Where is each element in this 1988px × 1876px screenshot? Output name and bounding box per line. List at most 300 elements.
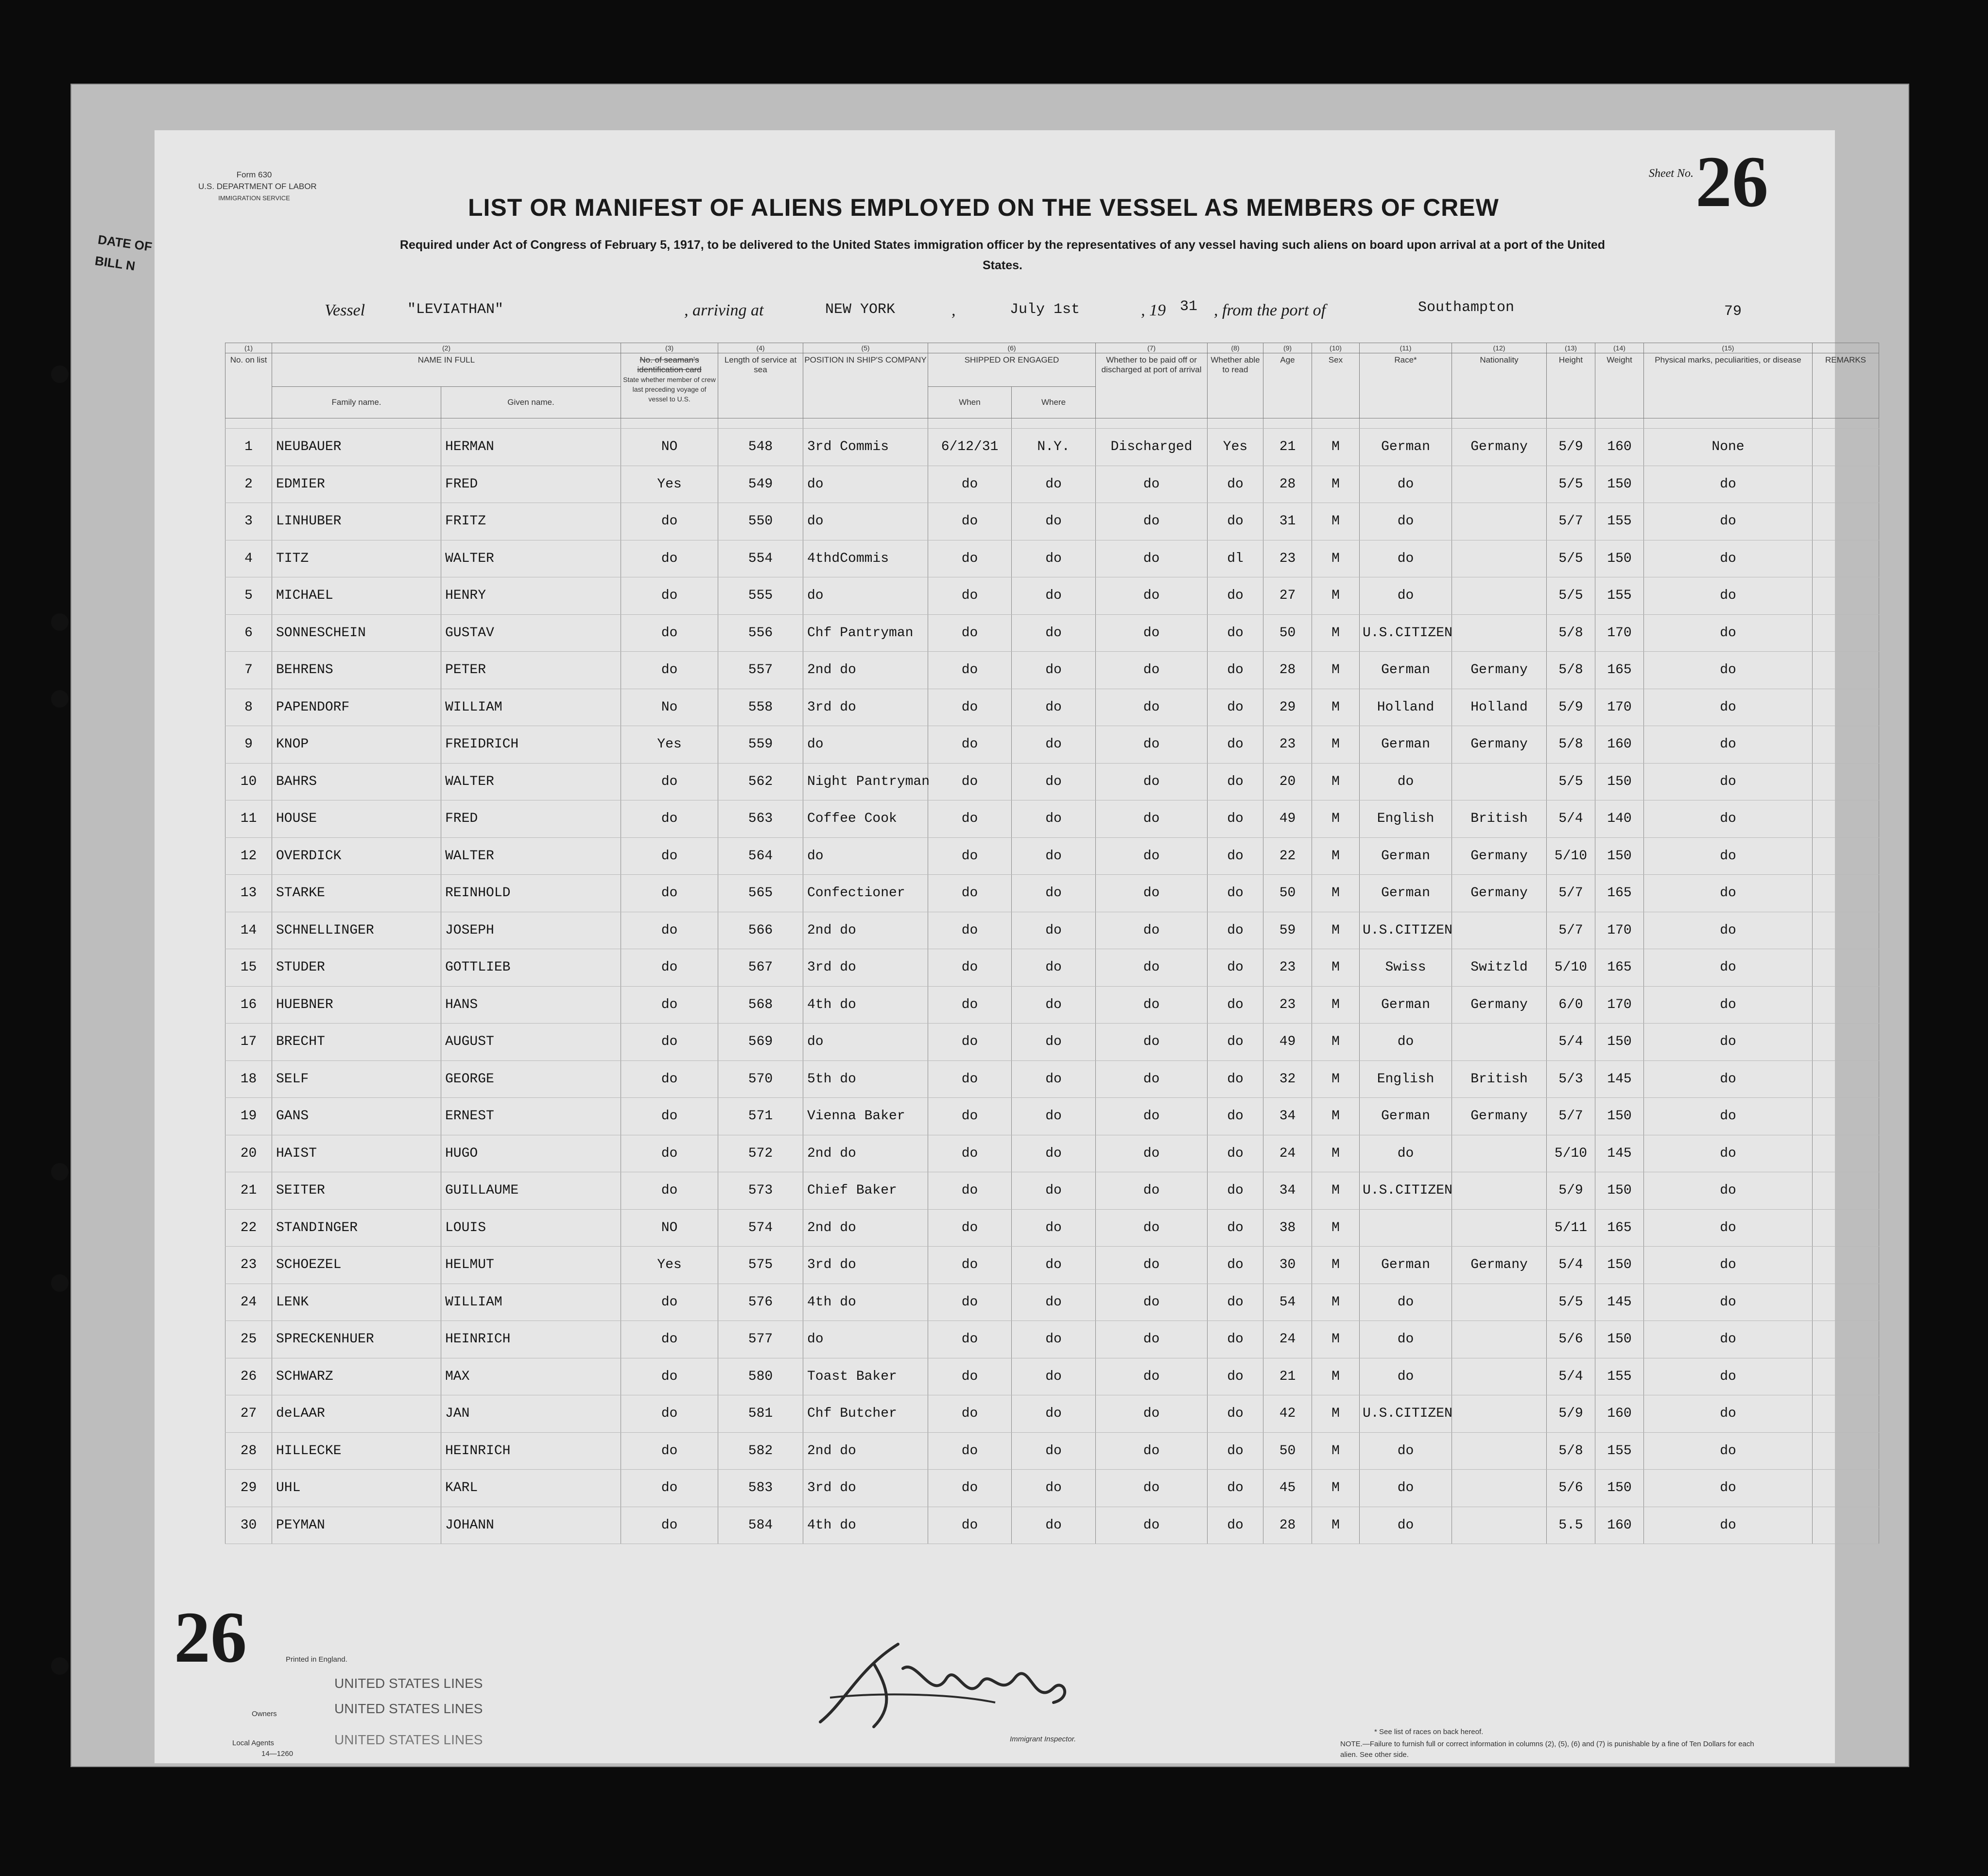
table-row — [225, 1098, 1879, 1135]
arrival-year: 31 — [1180, 298, 1198, 315]
cell-sex: M — [1312, 949, 1360, 987]
cell-read: do — [1208, 1284, 1263, 1321]
cell-remarks — [1813, 1098, 1879, 1135]
cell-no: 10 — [225, 763, 272, 800]
cell-remarks — [1813, 577, 1879, 615]
cell-height: 6/0 — [1547, 986, 1595, 1024]
cell-paid: do — [1096, 875, 1208, 912]
cell-read: do — [1208, 652, 1263, 689]
cell-length: 582 — [718, 1432, 803, 1470]
cell-remarks — [1813, 503, 1879, 540]
cell-weight: 150 — [1595, 1247, 1644, 1284]
cell-given: FRED — [441, 800, 621, 838]
cell-sex: M — [1312, 1470, 1360, 1507]
races-note: * See list of races on back hereof. — [1374, 1728, 1484, 1736]
col-num-7: (7) — [1096, 343, 1208, 353]
cell-family: STARKE — [272, 875, 441, 912]
cell-race: do — [1360, 1507, 1452, 1544]
cell-prev: Yes — [621, 726, 718, 764]
cell-given: ERNEST — [441, 1098, 621, 1135]
cell-read: do — [1208, 986, 1263, 1024]
cell-height: 5/9 — [1547, 1395, 1595, 1433]
cell-prev: do — [621, 1358, 718, 1395]
table-row — [225, 949, 1879, 987]
cell-age: 45 — [1263, 1470, 1312, 1507]
cell-position: Chf Butcher — [803, 1395, 928, 1433]
cell-no: 17 — [225, 1024, 272, 1061]
cell-family: HOUSE — [272, 800, 441, 838]
cell-given: KARL — [441, 1470, 621, 1507]
cell-where: do — [1012, 1209, 1096, 1247]
cell-where: do — [1012, 652, 1096, 689]
owners-label: Owners — [252, 1710, 277, 1718]
arriving-label: , arriving at — [684, 301, 764, 319]
cell-height: 5/10 — [1547, 949, 1595, 987]
cell-nationality — [1452, 1321, 1547, 1358]
cell-where: do — [1012, 912, 1096, 949]
cell-age: 49 — [1263, 1024, 1312, 1061]
cell-prev: do — [621, 912, 718, 949]
cell-sex: M — [1312, 1135, 1360, 1172]
cell-given: GOTTLIEB — [441, 949, 621, 987]
cell-given: GUILLAUME — [441, 1172, 621, 1210]
cell-length: 575 — [718, 1247, 803, 1284]
cell-remarks — [1813, 1432, 1879, 1470]
cell-read: do — [1208, 1432, 1263, 1470]
cell-where: do — [1012, 800, 1096, 838]
cell-sex: M — [1312, 1247, 1360, 1284]
cell-weight: 165 — [1595, 652, 1644, 689]
cell-nationality — [1452, 1432, 1547, 1470]
cell-nationality: Switzld — [1452, 949, 1547, 987]
cell-remarks — [1813, 614, 1879, 652]
col-num-15: (15) — [1644, 343, 1813, 353]
cell-where: do — [1012, 763, 1096, 800]
cell-length: 548 — [718, 429, 803, 466]
cell-marks: do — [1644, 689, 1813, 726]
cell-marks: do — [1644, 1135, 1813, 1172]
cell-no: 20 — [225, 1135, 272, 1172]
cell-family: BEHRENS — [272, 652, 441, 689]
cell-marks: do — [1644, 614, 1813, 652]
cell-family: HAIST — [272, 1135, 441, 1172]
cell-given: WILLIAM — [441, 1284, 621, 1321]
cell-position: 3rd do — [803, 1247, 928, 1284]
cell-weight: 160 — [1595, 429, 1644, 466]
cell-read: do — [1208, 912, 1263, 949]
cell-sex: M — [1312, 726, 1360, 764]
cell-when: do — [928, 540, 1012, 577]
cell-remarks — [1813, 875, 1879, 912]
cell-read: do — [1208, 949, 1263, 987]
cell-nationality — [1452, 577, 1547, 615]
cell-nationality — [1452, 912, 1547, 949]
cell-prev: do — [621, 614, 718, 652]
cell-where: do — [1012, 1507, 1096, 1544]
cell-nationality — [1452, 466, 1547, 503]
col-num-6: (6) — [928, 343, 1096, 353]
cell-nationality: British — [1452, 1060, 1547, 1098]
cell-no: 18 — [225, 1060, 272, 1098]
cell-age: 28 — [1263, 1507, 1312, 1544]
cell-position: Chief Baker — [803, 1172, 928, 1210]
cell-sex: M — [1312, 429, 1360, 466]
cell-when: do — [928, 1024, 1012, 1061]
cell-marks: do — [1644, 1395, 1813, 1433]
cell-given: FRED — [441, 466, 621, 503]
cell-family: BAHRS — [272, 763, 441, 800]
header-height: Height — [1547, 353, 1595, 418]
cell-when: do — [928, 1098, 1012, 1135]
cell-remarks — [1813, 466, 1879, 503]
cell-remarks — [1813, 1247, 1879, 1284]
cell-remarks — [1813, 429, 1879, 466]
cell-length: 581 — [718, 1395, 803, 1433]
binder-hole — [51, 690, 69, 708]
cell-nationality: Germany — [1452, 837, 1547, 875]
cell-weight: 160 — [1595, 726, 1644, 764]
cell-no: 7 — [225, 652, 272, 689]
cell-prev: do — [621, 1135, 718, 1172]
cell-prev: do — [621, 1172, 718, 1210]
cell-height: 5/7 — [1547, 912, 1595, 949]
cell-paid: do — [1096, 1172, 1208, 1210]
year-prefix: , 19 — [1141, 301, 1166, 319]
cell-family: TITZ — [272, 540, 441, 577]
cell-given: LOUIS — [441, 1209, 621, 1247]
header-race: Race* — [1360, 353, 1452, 418]
cell-age: 23 — [1263, 986, 1312, 1024]
cell-race: do — [1360, 1470, 1452, 1507]
cell-family: STANDINGER — [272, 1209, 441, 1247]
cell-race: Swiss — [1360, 949, 1452, 987]
cell-read: do — [1208, 1507, 1263, 1544]
cell-paid: do — [1096, 614, 1208, 652]
cell-weight: 155 — [1595, 503, 1644, 540]
cell-height: 5.5 — [1547, 1507, 1595, 1544]
cell-paid: do — [1096, 1284, 1208, 1321]
cell-remarks — [1813, 1470, 1879, 1507]
table-row — [225, 503, 1879, 540]
header-when: When — [928, 387, 1012, 418]
cell-family: STUDER — [272, 949, 441, 987]
cell-where: do — [1012, 689, 1096, 726]
cell-no: 13 — [225, 875, 272, 912]
table-row — [225, 466, 1879, 503]
cell-sex: M — [1312, 1284, 1360, 1321]
cell-given: JAN — [441, 1395, 621, 1433]
cell-read: do — [1208, 1321, 1263, 1358]
cell-age: 50 — [1263, 875, 1312, 912]
cell-prev: do — [621, 1098, 718, 1135]
cell-remarks — [1813, 1507, 1879, 1544]
cell-race: German — [1360, 1098, 1452, 1135]
col-num-5: (5) — [803, 343, 928, 353]
cell-no: 23 — [225, 1247, 272, 1284]
cell-marks: do — [1644, 949, 1813, 987]
cell-paid: do — [1096, 726, 1208, 764]
cell-nationality — [1452, 1172, 1547, 1210]
cell-nationality: Germany — [1452, 1098, 1547, 1135]
cell-race: do — [1360, 763, 1452, 800]
col-num-12: (12) — [1452, 343, 1547, 353]
cell-no: 5 — [225, 577, 272, 615]
cell-remarks — [1813, 1284, 1879, 1321]
cell-height: 5/8 — [1547, 614, 1595, 652]
table-row — [225, 800, 1879, 838]
cell-weight: 155 — [1595, 1358, 1644, 1395]
table-row — [225, 726, 1879, 764]
cell-position: do — [803, 466, 928, 503]
cell-when: do — [928, 875, 1012, 912]
cell-age: 50 — [1263, 614, 1312, 652]
cell-no: 11 — [225, 800, 272, 838]
cell-race: do — [1360, 1358, 1452, 1395]
cell-prev: do — [621, 837, 718, 875]
cell-family: SCHWARZ — [272, 1358, 441, 1395]
cell-read: do — [1208, 1024, 1263, 1061]
cell-where: do — [1012, 1060, 1096, 1098]
cell-race: do — [1360, 577, 1452, 615]
date-stamp: DATE OF BILL N — [94, 232, 153, 274]
cell-read: do — [1208, 1209, 1263, 1247]
cell-no: 27 — [225, 1395, 272, 1433]
cell-weight: 170 — [1595, 912, 1644, 949]
cell-when: 6/12/31 — [928, 429, 1012, 466]
cell-marks: None — [1644, 429, 1813, 466]
cell-given: REINHOLD — [441, 875, 621, 912]
cell-age: 38 — [1263, 1209, 1312, 1247]
cell-position: 2nd do — [803, 1135, 928, 1172]
cell-weight: 165 — [1595, 875, 1644, 912]
cell-sex: M — [1312, 837, 1360, 875]
header-length-service: Length of service at sea — [718, 353, 803, 418]
cell-no: 28 — [225, 1432, 272, 1470]
table-row — [225, 1432, 1879, 1470]
cell-when: do — [928, 726, 1012, 764]
cell-position: do — [803, 726, 928, 764]
cell-height: 5/5 — [1547, 763, 1595, 800]
cell-paid: do — [1096, 763, 1208, 800]
header-able-read: Whether able to read — [1208, 353, 1263, 418]
cell-length: 571 — [718, 1098, 803, 1135]
cell-prev: Yes — [621, 1247, 718, 1284]
cell-remarks — [1813, 1024, 1879, 1061]
cell-height: 5/6 — [1547, 1321, 1595, 1358]
table-row — [225, 1395, 1879, 1433]
cell-age: 22 — [1263, 837, 1312, 875]
cell-nationality — [1452, 1507, 1547, 1544]
col-num-11: (11) — [1360, 343, 1452, 353]
cell-remarks — [1813, 1060, 1879, 1098]
cell-length: 568 — [718, 986, 803, 1024]
cell-sex: M — [1312, 614, 1360, 652]
cell-where: do — [1012, 1135, 1096, 1172]
cell-nationality — [1452, 1358, 1547, 1395]
cell-weight: 150 — [1595, 1024, 1644, 1061]
cell-sex: M — [1312, 800, 1360, 838]
header-position: POSITION IN SHIP'S COMPANY — [803, 353, 928, 418]
cell-position: do — [803, 503, 928, 540]
col-num-10: (10) — [1312, 343, 1360, 353]
cell-length: 570 — [718, 1060, 803, 1098]
cell-paid: do — [1096, 1470, 1208, 1507]
col-num-2: (2) — [272, 343, 621, 353]
cell-age: 20 — [1263, 763, 1312, 800]
cell-age: 34 — [1263, 1172, 1312, 1210]
table-row — [225, 1321, 1879, 1358]
cell-length: 567 — [718, 949, 803, 987]
cell-position: 4th do — [803, 1284, 928, 1321]
cell-nationality — [1452, 1470, 1547, 1507]
cell-sex: M — [1312, 1209, 1360, 1247]
cell-length: 555 — [718, 577, 803, 615]
cell-nationality — [1452, 1024, 1547, 1061]
table-row — [225, 1060, 1879, 1098]
cell-length: 558 — [718, 689, 803, 726]
cell-remarks — [1813, 763, 1879, 800]
cell-weight: 150 — [1595, 1321, 1644, 1358]
penalty-note: NOTE.—Failure to furnish full or correct information in columns (2), (5), (6) and (7) is punishable by a fine of Ten Dollars for each alien. See other side. — [1340, 1740, 1754, 1759]
header-name-in-full: NAME IN FULL — [272, 353, 621, 387]
cell-family: BRECHT — [272, 1024, 441, 1061]
cell-family: OVERDICK — [272, 837, 441, 875]
cell-given: HERMAN — [441, 429, 621, 466]
cell-paid: do — [1096, 577, 1208, 615]
table-row — [225, 652, 1879, 689]
cell-sex: M — [1312, 652, 1360, 689]
table-row — [225, 577, 1879, 615]
cell-height: 5/6 — [1547, 1470, 1595, 1507]
cell-when: do — [928, 800, 1012, 838]
cell-position: 3rd Commis — [803, 429, 928, 466]
cell-family: LINHUBER — [272, 503, 441, 540]
cell-nationality — [1452, 1135, 1547, 1172]
cell-sex: M — [1312, 1098, 1360, 1135]
inspector-label: Immigrant Inspector. — [1010, 1735, 1076, 1743]
cell-marks: do — [1644, 577, 1813, 615]
cell-race: U.S.CITIZEN — [1360, 912, 1452, 949]
cell-no: 4 — [225, 540, 272, 577]
cell-sex: M — [1312, 1432, 1360, 1470]
cell-prev: NO — [621, 429, 718, 466]
cell-position: 4th do — [803, 1507, 928, 1544]
printed-in-note: Printed in England. — [286, 1655, 347, 1664]
cell-length: 573 — [718, 1172, 803, 1210]
cell-age: 50 — [1263, 1432, 1312, 1470]
cell-when: do — [928, 1507, 1012, 1544]
cell-no: 3 — [225, 503, 272, 540]
cell-marks: do — [1644, 1024, 1813, 1061]
cell-marks: do — [1644, 1284, 1813, 1321]
cell-given: AUGUST — [441, 1024, 621, 1061]
cell-where: do — [1012, 726, 1096, 764]
cell-prev: do — [621, 800, 718, 838]
cell-given: HEINRICH — [441, 1432, 621, 1470]
cell-paid: do — [1096, 652, 1208, 689]
cell-race: U.S.CITIZEN — [1360, 1172, 1452, 1210]
cell-marks: do — [1644, 1507, 1813, 1544]
cell-race: German — [1360, 726, 1452, 764]
cell-where: do — [1012, 503, 1096, 540]
cell-weight: 160 — [1595, 1395, 1644, 1433]
cell-family: MICHAEL — [272, 577, 441, 615]
cell-age: 29 — [1263, 689, 1312, 726]
cell-where: do — [1012, 1284, 1096, 1321]
cell-nationality: Germany — [1452, 429, 1547, 466]
cell-where: do — [1012, 875, 1096, 912]
cell-remarks — [1813, 800, 1879, 838]
form-number: Form 630 — [236, 170, 272, 179]
cell-paid: do — [1096, 1024, 1208, 1061]
cell-paid: do — [1096, 1395, 1208, 1433]
cell-race — [1360, 1209, 1452, 1247]
cell-read: Yes — [1208, 429, 1263, 466]
cell-age: 30 — [1263, 1247, 1312, 1284]
cell-prev: do — [621, 540, 718, 577]
cell-weight: 145 — [1595, 1284, 1644, 1321]
cell-when: do — [928, 1358, 1012, 1395]
header-remarks: REMARKS — [1813, 353, 1879, 418]
cell-position: 3rd do — [803, 689, 928, 726]
cell-read: do — [1208, 466, 1263, 503]
cell-race: do — [1360, 1284, 1452, 1321]
cell-paid: do — [1096, 1358, 1208, 1395]
table-row — [225, 1507, 1879, 1544]
cell-prev: do — [621, 652, 718, 689]
cell-no: 8 — [225, 689, 272, 726]
cell-length: 559 — [718, 726, 803, 764]
cell-sex: M — [1312, 689, 1360, 726]
cell-height: 5/4 — [1547, 800, 1595, 838]
binder-hole — [51, 613, 69, 631]
cell-height: 5/9 — [1547, 1172, 1595, 1210]
cell-age: 28 — [1263, 466, 1312, 503]
cell-when: do — [928, 1321, 1012, 1358]
cell-sex: M — [1312, 912, 1360, 949]
cell-age: 34 — [1263, 1098, 1312, 1135]
cell-family: NEUBAUER — [272, 429, 441, 466]
cell-paid: do — [1096, 503, 1208, 540]
cell-sex: M — [1312, 1507, 1360, 1544]
table-row — [225, 429, 1879, 466]
cell-no: 2 — [225, 466, 272, 503]
cell-paid: do — [1096, 1209, 1208, 1247]
cell-prev: do — [621, 503, 718, 540]
cell-family: GANS — [272, 1098, 441, 1135]
cell-weight: 160 — [1595, 1507, 1644, 1544]
cell-given: HELMUT — [441, 1247, 621, 1284]
arrival-date: July 1st — [1010, 301, 1080, 318]
cell-age: 27 — [1263, 577, 1312, 615]
cell-marks: do — [1644, 763, 1813, 800]
cell-where: do — [1012, 949, 1096, 987]
cell-marks: do — [1644, 503, 1813, 540]
cell-height: 5/5 — [1547, 540, 1595, 577]
table-row — [225, 1172, 1879, 1210]
cell-length: 554 — [718, 540, 803, 577]
cell-remarks — [1813, 1135, 1879, 1172]
cell-position: Toast Baker — [803, 1358, 928, 1395]
cell-family: PEYMAN — [272, 1507, 441, 1544]
cell-prev: do — [621, 1284, 718, 1321]
cell-race: do — [1360, 466, 1452, 503]
table-row — [225, 1024, 1879, 1061]
cell-marks: do — [1644, 986, 1813, 1024]
cell-read: do — [1208, 1395, 1263, 1433]
form-code: 14—1260 — [261, 1750, 294, 1758]
cell-family: KNOP — [272, 726, 441, 764]
